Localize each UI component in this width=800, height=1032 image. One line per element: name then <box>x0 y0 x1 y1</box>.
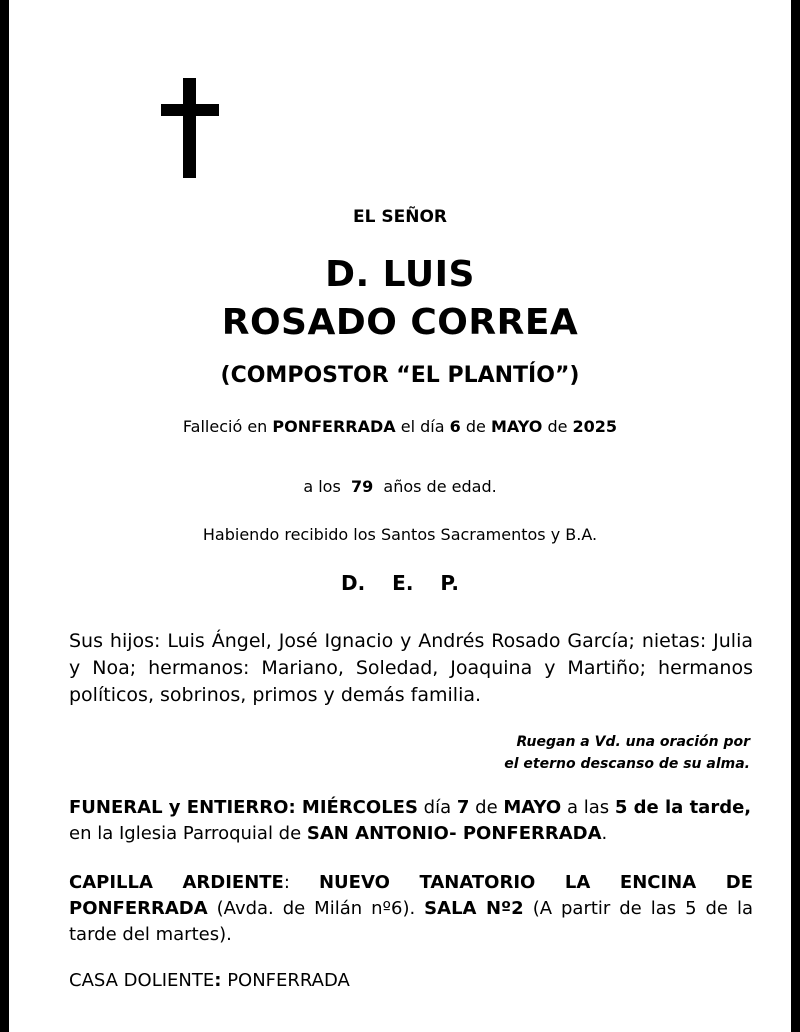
death-place: PONFERRADA <box>272 417 396 436</box>
funeral-month: MAYO <box>503 797 562 818</box>
chapel-room: SALA Nº2 <box>424 898 524 919</box>
chapel-label: CAPILLA ARDIENTE <box>69 872 284 893</box>
deceased-name-line2: ROSADO CORREA <box>221 302 579 343</box>
sacraments-line: Habiendo recibido los Santos Sacramentos y B.A. <box>202 525 598 544</box>
obituary-page <box>9 0 791 1032</box>
funeral-day: 7 <box>456 797 470 818</box>
funeral-label: FUNERAL y ENTIERRO: MIÉRCOLES <box>69 797 418 818</box>
title-el-senor: EL SEÑOR <box>353 207 447 227</box>
dep-line: D. E. P. <box>341 571 459 595</box>
chapel-place: NUEVO TANATORIO LA ENCINA DE PONFERRADA <box>69 872 753 919</box>
deceased-alias: (COMPOSTOR “EL PLANTÍO”) <box>220 363 580 388</box>
mourning-house-place: PONFERRADA <box>227 970 350 991</box>
death-year: 2025 <box>572 417 618 436</box>
deceased-name-line1: D. LUIS <box>325 254 475 295</box>
funeral-info: FUNERAL y ENTIERRO: MIÉRCOLES día 7 de MAYO a las 5 de la tarde, en la Iglesia Parroquial de SAN ANTONIO- PONFERRADA. <box>69 797 752 844</box>
funeral-church: SAN ANTONIO- PONFERRADA <box>306 823 602 844</box>
mourning-house: CASA DOLIENTE: PONFERRADA <box>69 970 350 991</box>
death-day: 6 <box>449 417 461 436</box>
prayer-request: Ruegan a Vd. una oración por el eterno descanso de su alma. <box>504 734 750 772</box>
death-line: Falleció en PONFERRADA el día 6 de MAYO de 2025 <box>182 417 618 436</box>
age-value: 79 <box>350 477 374 496</box>
family-paragraph: Sus hijos: Luis Ángel, José Ignacio y Andrés Rosado García; nietas: Julia y Noa; hermanos: Mariano, Soledad, Joaquina y Martiño; hermanos políticos, sobrinos, primos y demás familia. <box>69 630 753 706</box>
chapel-note: (A partir de las 5 de la tarde del martes). <box>69 898 753 945</box>
latin-cross-icon <box>161 78 219 178</box>
death-month: MAYO <box>490 417 543 436</box>
chapel-address: (Avda. de Milán nº6). <box>216 898 416 919</box>
chapel-info: CAPILLA ARDIENTE: NUEVO TANATORIO LA ENCINA DE PONFERRADA (Avda. de Milán nº6). SALA Nº2 (A partir de las 5 de la tarde del martes). <box>69 872 753 945</box>
age-line: a los 79 años de edad. <box>303 477 497 496</box>
funeral-time: 5 de la tarde, <box>614 797 752 818</box>
